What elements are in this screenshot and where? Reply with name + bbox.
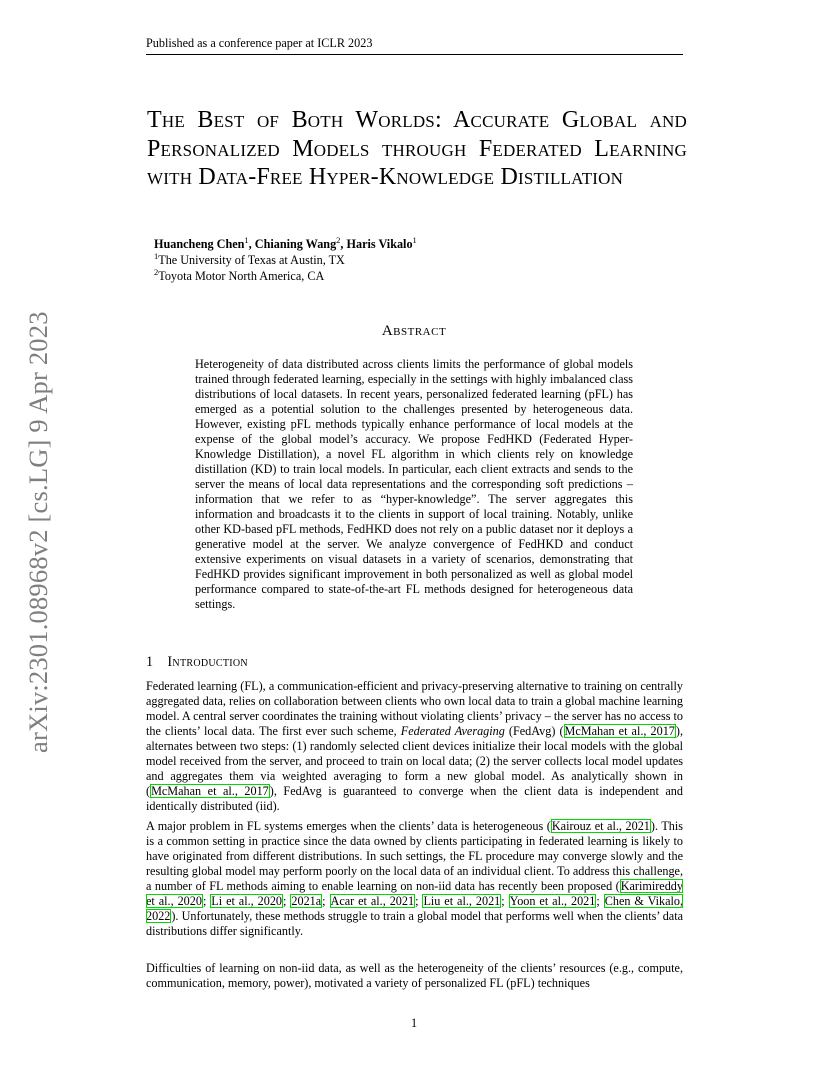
- affiliation: $^1$The University of Texas at Austin, TX: [154, 251, 345, 267]
- paragraph-text: ;: [501, 894, 509, 908]
- author-names: Huancheng Chen$^1$, Chianing Wang$^2$, Haris Vikalo$^1$: [154, 235, 417, 251]
- paragraph-text: ), FedAvg is guaranteed to converge when the client data is independent and identically distributed (iid).: [146, 784, 683, 813]
- paragraph-text: Difficulties of learning on non-iid data, as well as the heterogeneity of the clients’ resources (e.g., compute, communication, memory, power), motivated a variety of personalized FL (pFL) techniques: [146, 961, 683, 990]
- abstract-text: Heterogeneity of data distributed across clients limits the performance of global models trained through federated learning, especially in the settings with highly imbalanced class distributions of local datasets. In recent years, personalized federated learning (pFL) has emerged as a potential solution to the challenges presented by heterogeneous data. However, existing pFL methods typically enhance performance of local models at the expense of the global model’s accuracy. We propose FedHKD (Federated Hyper-Knowledge Distillation), a novel FL algorithm in which clients rely on knowledge distillation (KD) to train local models. In particular, each client extracts and sends to the server the means of local data representations and the corresponding soft predictions – information that we refer to as “hyper-knowledge”. The server aggregates this information and broadcasts it to the clients in support of local training. Notably, unlike other KD-based pFL methods, FedHKD does not rely on a public dataset nor it deploys a generative model at the server. We analyze convergence of FedHKD and conduct extensive experiments on visual datasets in a variety of scenarios, demonstrating that FedHKD provides significant improvement in both personalized as well as global model performance compared to state-of-the-art FL methods designed for heterogeneous data settings.: [195, 357, 633, 611]
- paragraph-text: ). Unfortunately, these methods struggle to train a global model that performs well when the clients’ data distributions differ significantly.: [146, 909, 683, 938]
- author-name: Chianing Wang: [254, 237, 337, 251]
- page-number: 1: [410, 1016, 418, 1030]
- citation-link[interactable]: Kairouz et al., 2021: [551, 819, 650, 833]
- running-header: Published as a conference paper at ICLR 2023: [146, 36, 683, 55]
- citation-link[interactable]: Yoon et al., 2021: [509, 894, 596, 908]
- citation-link[interactable]: Karimireddy et al., 2020: [146, 879, 683, 908]
- citation-link[interactable]: 2021a: [291, 894, 322, 908]
- paragraph-text: A major problem in FL systems emerges when the clients’ data is heterogeneous (: [146, 819, 551, 833]
- author-block: [154, 236, 654, 284]
- paragraph-text: Federated learning (FL), a communication-efficient and privacy-preserving alternative to training on centrally aggregated data, relies on collaboration between clients who own local data to train a global machine learning model. A central server coordinates the training without violating clients’ privacy – the server has no access to the clients’ local data. The first ever such scheme,: [146, 679, 683, 738]
- citation-link[interactable]: McMahan et al., 2017: [151, 784, 269, 798]
- author-name: Huancheng Chen: [154, 237, 245, 251]
- paragraph-text: ;: [596, 894, 604, 908]
- intro-paragraph: [146, 819, 683, 939]
- paragraph-text: ;: [202, 894, 211, 908]
- citation-link[interactable]: Liu et al., 2021: [423, 894, 501, 908]
- intro-paragraph: [146, 961, 683, 991]
- section-number: 1: [146, 654, 154, 670]
- paragraph-text: (FedAvg) (: [504, 724, 564, 738]
- author-affiliation-marker: 2: [336, 235, 341, 245]
- affiliation: $^2$Toyota Motor North America, CA: [154, 267, 325, 283]
- arxiv-identifier-stamp: arXiv:2301.08968v2 [cs.LG] 9 Apr 2023: [23, 311, 53, 753]
- paragraph-text: ;: [322, 894, 330, 908]
- emphasized-text: Federated Averaging: [400, 724, 505, 738]
- intro-paragraph: [146, 679, 683, 814]
- paragraph-text: ;: [283, 894, 291, 908]
- paper-title: The Best of Both Worlds: Accurate Global and Personalized Models through Federated Learning with Data-Free Hyper-Knowledge Distillation: [147, 107, 687, 190]
- author-affiliation-marker: 1: [244, 235, 249, 245]
- section-title: Introduction: [167, 654, 248, 670]
- paragraph-text: ). This is a common setting in practice since the data owned by clients participating in federated learning is likely to have originated from different distributions. In such settings, the FL procedure may converge slowly and the resulting global model may perform poorly on the local data of an individual client. To address this challenge, a number of FL methods aiming to enable learning on non-iid data has recently been proposed (: [146, 819, 684, 893]
- paragraph-text: ), alternates between two steps: (1) randomly selected client devices initialize their local models with the global model received from the server, and proceed to train on local data; (2) the server collects local model updates and aggregates them via weighted averaging to form a new global model. As analytically shown in (: [146, 724, 683, 798]
- citation-link[interactable]: McMahan et al., 2017: [564, 724, 675, 738]
- author-name: Haris Vikalo: [346, 237, 413, 251]
- citation-link[interactable]: Li et al., 2020: [211, 894, 283, 908]
- paragraph-text: ;: [415, 894, 423, 908]
- citation-link[interactable]: Acar et al., 2021: [330, 894, 415, 908]
- citation-link[interactable]: Chen & Vikalo, 2022: [146, 894, 684, 923]
- abstract-heading: Abstract: [381, 323, 447, 339]
- author-affiliation-marker: 1: [412, 235, 417, 245]
- section-heading: [146, 654, 248, 671]
